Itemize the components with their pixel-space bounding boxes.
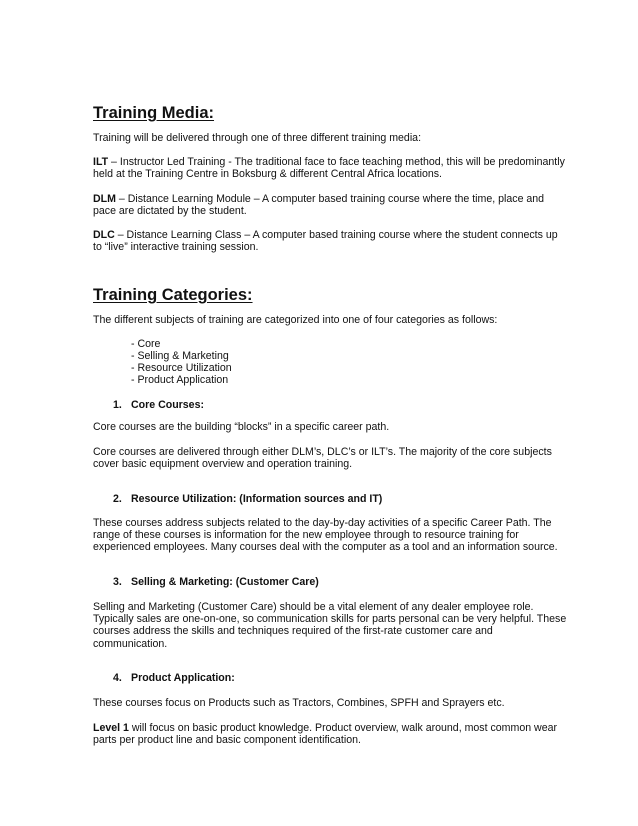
section-number: 2. — [113, 493, 122, 505]
training-categories-heading: Training Categories: — [93, 286, 253, 304]
section-4-paragraph: These courses focus on Products such as Tractors, Combines, SPFH and Sprayers etc. — [93, 697, 505, 709]
training-categories-intro: The different subjects of training are categorized into one of four categories as follows: — [93, 314, 498, 326]
category-list-item: - Core — [131, 338, 161, 350]
dlm-paragraph — [93, 193, 568, 217]
level-1-text: will focus on basic product knowledge. Product overview, walk around, most common wear parts per product line and basic component identification. — [93, 722, 558, 747]
section-1-paragraph: Core courses are the building “blocks” in a specific career path. — [93, 421, 390, 433]
ilt-text: – Instructor Led Training - The traditional face to face teaching method, this will be predominantly held at the Training Centre in Boksburg & different Central Africa locations. — [93, 156, 565, 181]
ilt-paragraph — [93, 156, 568, 180]
section-number: 4. — [113, 672, 122, 684]
section-4-heading — [113, 672, 235, 684]
section-1-paragraph: Core courses are delivered through either DLM’s, DLC’s or ILT’s. The majority of the core subjects cover basic equipment overview and operation training. — [93, 446, 552, 471]
section-3-heading — [113, 576, 319, 588]
section-number: 3. — [113, 576, 122, 588]
dlm-text: – Distance Learning Module – A computer based training course where the time, place and pace are dictated by the student. — [93, 193, 545, 218]
section-number: 1. — [113, 399, 122, 411]
level-1-paragraph — [93, 722, 568, 746]
section-title: Product Application: — [131, 672, 235, 684]
section-2-heading — [113, 493, 382, 505]
category-list-item: - Product Application — [131, 374, 229, 386]
training-media-intro: Training will be delivered through one of three different training media: — [93, 132, 422, 144]
section-title: Resource Utilization: (Information sources and IT) — [131, 493, 383, 505]
section-2-paragraph: These courses address subjects related to the day-by-day activities of a specific Career Path. The range of these courses is information for the new employee through to resource training for experienced employees. Many courses deal with the computer as a tool and an information source. — [93, 517, 558, 554]
section-3-paragraph: Selling and Marketing (Customer Care) should be a vital element of any dealer employee role. Typically sales are one-on-one, so communication skills for parts personal can be very helpful. These courses address the skills and techniques required of the first-rate customer care and communication. — [93, 601, 567, 650]
dlc-term: DLC — [93, 229, 115, 241]
section-title: Core Courses: — [131, 399, 204, 411]
level-1-term: Level 1 — [93, 722, 129, 734]
dlc-paragraph — [93, 229, 568, 253]
section-1-heading — [113, 399, 204, 411]
dlm-term: DLM — [93, 193, 116, 205]
category-list-item: - Resource Utilization — [131, 362, 232, 374]
dlc-text: – Distance Learning Class – A computer based training course where the student connects up to “live” interactive training session. — [93, 229, 558, 254]
ilt-term: ILT — [93, 156, 109, 168]
section-title: Selling & Marketing: (Customer Care) — [131, 576, 319, 588]
training-media-heading: Training Media: — [93, 104, 215, 122]
category-list-item: - Selling & Marketing — [131, 350, 229, 362]
